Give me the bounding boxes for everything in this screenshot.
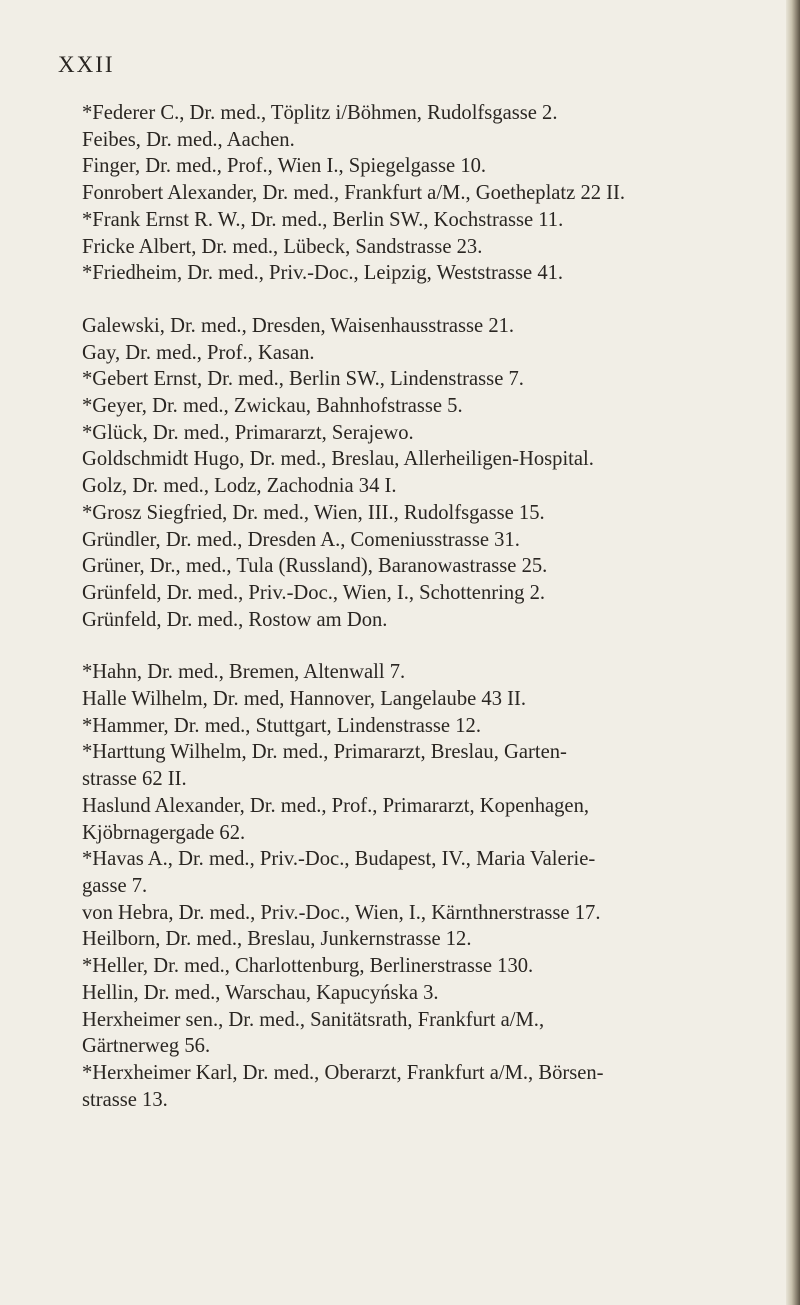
entry-line: Fonrobert Alexander, Dr. med., Frankfurt a/M., Goetheplatz 22 II. (82, 182, 626, 205)
directory-entry (82, 739, 762, 792)
directory-entry (82, 127, 762, 154)
entry-line: *Frank Ernst R. W., Dr. med., Berlin SW., Kochstrasse 11. (82, 208, 564, 231)
entry-line: *Harttung Wilhelm, Dr. med., Primararzt, Breslau, Garten- (82, 741, 567, 764)
directory-entry (82, 500, 762, 527)
directory-entry (82, 313, 762, 340)
directory-entry (82, 553, 762, 580)
entry-line: *Geyer, Dr. med., Zwickau, Bahnhofstrasse 5. (82, 395, 463, 418)
entry-line: Goldschmidt Hugo, Dr. med., Breslau, Allerheiligen-Hospital. (82, 448, 594, 471)
entry-line: *Glück, Dr. med., Primararzt, Serajewo. (82, 421, 414, 444)
entry-line: Haslund Alexander, Dr. med., Prof., Primararzt, Kopenhagen, (82, 794, 590, 817)
directory-entry (82, 100, 762, 127)
entry-line: *Herxheimer Karl, Dr. med., Oberarzt, Frankfurt a/M., Börsen- (82, 1061, 604, 1084)
entry-line: Fricke Albert, Dr. med., Lübeck, Sandstrasse 23. (82, 235, 483, 258)
entry-line: *Havas A., Dr. med., Priv.-Doc., Budapest, IV., Maria Valerie- (82, 848, 596, 871)
entry-line: *Hammer, Dr. med., Stuttgart, Lindenstrasse 12. (82, 714, 481, 737)
directory-entry (82, 420, 762, 447)
directory-entry (82, 446, 762, 473)
directory-entry (82, 393, 762, 420)
directory-entry (82, 953, 762, 980)
entry-line: *Federer C., Dr. med., Töplitz i/Böhmen, Rudolfsgasse 2. (82, 102, 558, 124)
directory-entry (82, 1007, 762, 1060)
directory-entry (82, 153, 762, 180)
entry-line: Halle Wilhelm, Dr. med, Hannover, Langelaube 43 II. (82, 688, 527, 711)
directory-entry (82, 846, 762, 899)
entry-line: Grünfeld, Dr. med., Rostow am Don. (82, 608, 388, 631)
entry-line: Golz, Dr. med., Lodz, Zachodnia 34 I. (82, 475, 397, 498)
entry-line: von Hebra, Dr. med., Priv.-Doc., Wien, I., Kärnthnerstrasse 17. (82, 901, 601, 924)
directory-entry (82, 793, 762, 846)
group-separator (82, 633, 762, 659)
directory-entry (82, 473, 762, 500)
directory-entry (82, 686, 762, 713)
group-separator (82, 287, 762, 313)
directory-entry (82, 366, 762, 393)
page-number: XXII (58, 52, 115, 77)
directory-entry (82, 207, 762, 234)
entry-line: Galewski, Dr. med., Dresden, Waisenhausstrasse 21. (82, 314, 515, 337)
directory-entry (82, 580, 762, 607)
directory-entry (82, 659, 762, 686)
entry-line: Feibes, Dr. med., Aachen. (82, 128, 295, 151)
entry-line: Finger, Dr. med., Prof., Wien I., Spiegelgasse 10. (82, 155, 487, 178)
entry-line: Grüner, Dr., med., Tula (Russland), Baranowastrasse 25. (82, 555, 548, 578)
directory-entry (82, 926, 762, 953)
directory-entry (82, 234, 762, 261)
directory-entry (82, 607, 762, 634)
entry-line: *Gebert Ernst, Dr. med., Berlin SW., Lindenstrasse 7. (82, 368, 524, 391)
entry-continuation-line: Kjöbrnagergade 62. (82, 821, 246, 844)
entry-continuation-line: gasse 7. (82, 874, 148, 897)
directory-entries (82, 100, 762, 1113)
entry-line: *Friedheim, Dr. med., Priv.-Doc., Leipzig, Weststrasse 41. (82, 262, 564, 285)
directory-entry (82, 180, 762, 207)
entry-continuation-line: strasse 62 II. (82, 768, 187, 791)
entry-line: Hellin, Dr. med., Warschau, Kapucyńska 3. (82, 981, 439, 1004)
entry-line: *Hahn, Dr. med., Bremen, Altenwall 7. (82, 661, 406, 684)
entry-continuation-line: Gärtnerweg 56. (82, 1035, 211, 1058)
entry-line: Gründler, Dr. med., Dresden A., Comeniusstrasse 31. (82, 528, 520, 551)
entry-line: *Heller, Dr. med., Charlottenburg, Berlinerstrasse 130. (82, 955, 534, 978)
directory-entry (82, 980, 762, 1007)
entry-line: Gay, Dr. med., Prof., Kasan. (82, 341, 315, 364)
directory-entry (82, 527, 762, 554)
directory-entry (82, 900, 762, 927)
entry-line: Heilborn, Dr. med., Breslau, Junkernstrasse 12. (82, 928, 472, 951)
directory-entry (82, 340, 762, 367)
entry-line: Herxheimer sen., Dr. med., Sanitätsrath, Frankfurt a/M., (82, 1008, 545, 1031)
entry-line: *Grosz Siegfried, Dr. med., Wien, III., Rudolfsgasse 15. (82, 501, 545, 524)
entry-line: Grünfeld, Dr. med., Priv.-Doc., Wien, I., Schottenring 2. (82, 581, 546, 604)
directory-entry (82, 1060, 762, 1113)
entry-continuation-line: strasse 13. (82, 1088, 168, 1111)
page-edge-shadow (786, 0, 800, 1305)
directory-entry (82, 713, 762, 740)
directory-entry (82, 260, 762, 287)
